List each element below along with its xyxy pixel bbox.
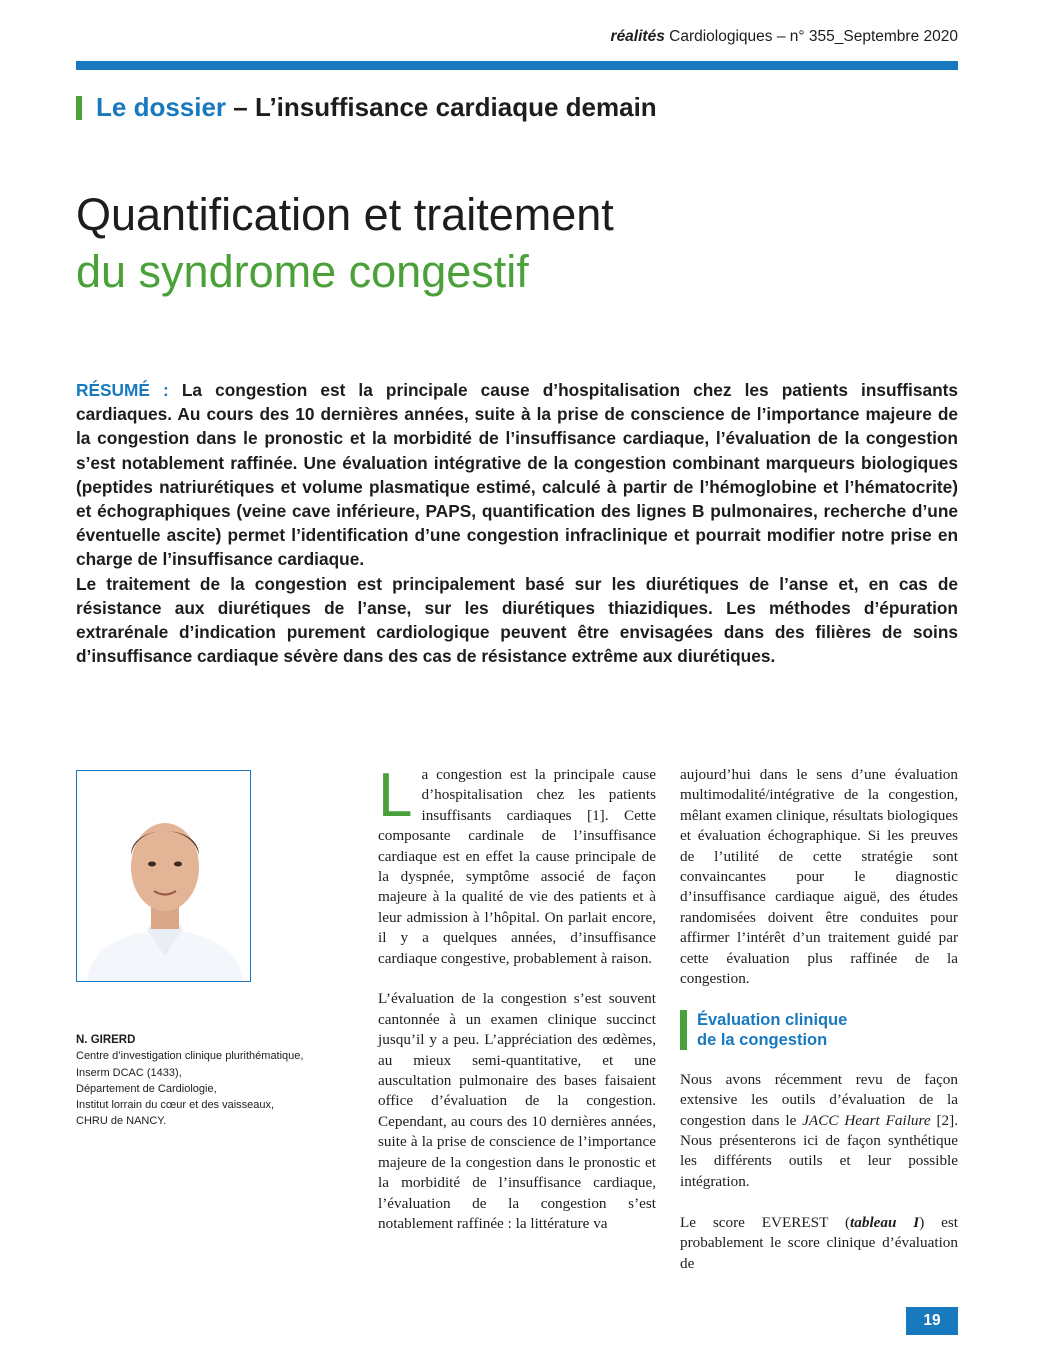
abstract-paragraph-1 (76, 378, 958, 572)
article-title (76, 186, 614, 300)
section-subheading (680, 1010, 958, 1050)
section-separator: – (233, 92, 248, 122)
subheading-line-1: Évaluation clinique (697, 1010, 848, 1029)
section-marker (76, 96, 82, 120)
author-name: N. GIRERD (76, 1034, 136, 1046)
abstract-text-1: La congestion est la principale cause d’hospitalisation chez les patients insuffisants cardiaques. Au cours des 10 dernières années, suite à la prise de conscience de l’importance majeure de la congestion dans le pronostic et la morbidité de l’insuffisance cardiaque, l’évaluation de la congestion s’est notablement raffinée. Une évaluation intégrative de la congestion combinant marqueurs biologiques (peptides natriurétiques et volume plasmatique estimé, calculé à partir de l’hémoglobine et l’hématocrite) et échographiques (veine cave inférieure, PAPS, quantification des lignes B pulmonaires, recherche d’une éventuelle ascite) permet l’identification d’une congestion infraclinique et pourrait modifier notre prise en charge de l’insuffisance cardiaque. (76, 380, 959, 570)
author-affiliation-line: Institut lorrain du cœur et des vaisseaux, (76, 1099, 275, 1112)
body-paragraph (680, 1070, 958, 1192)
body-text: [2]. Nous présenterons ici de façon synthétique les différents outils et leur possible intégration. (680, 1111, 958, 1190)
header-rule (76, 61, 958, 70)
section-banner (76, 92, 657, 123)
body-paragraph: aujourd’hui dans le sens d’une évaluation multimodalité/intégrative de la congestion, mêlant examen clinique, résultats biologiques et évaluation échographique. Si les preuves de l’utilité de cette stratégie sont convaincantes pour le diagnostic d’insuffisance cardiaque aiguë, des études randomisées doivent être conduites pour affirmer l’intérêt d’un traitement guidé par cette évaluation plus raffinée de la congestion. (680, 766, 958, 988)
author-block (76, 1032, 346, 1130)
body-paragraph (680, 1213, 958, 1274)
section-label: Le dossier (96, 92, 227, 122)
body-paragraph: L’évaluation de la congestion s’est souvent cantonnée à un examen clinique succinct jusqu’il y a peu. L’appréciation des œdèmes, au mieux semi-quantitative, et une auscultation pulmonaire des bases faisaient office d’évaluation de la congestion. Cependant, au cours des 10 dernières années, suite à la prise de conscience de l’importance majeure de la congestion dans le pronostic et la morbidité de l’insuffisance cardiaque, l’évaluation de la congestion s’est notablement raffinée : la littérature va (378, 990, 656, 1232)
body-paragraph (378, 761, 656, 969)
body-text: Le score EVEREST ( (680, 1213, 851, 1231)
drop-cap: L (378, 761, 413, 830)
section-topic: L’insuffisance cardiaque demain (255, 92, 657, 122)
journal-brand: réalités (610, 28, 665, 45)
journal-issue: Cardiologiques – n° 355_Septembre 2020 (669, 28, 958, 45)
author-portrait-image (77, 771, 251, 982)
author-photo (76, 770, 251, 982)
abstract (76, 378, 958, 668)
page-number: 19 (906, 1307, 958, 1335)
journal-reference: JACC Heart Failure (802, 1111, 931, 1129)
subheading-marker (680, 1010, 687, 1050)
abstract-keyword: RÉSUMÉ : (76, 380, 169, 400)
abstract-paragraph-2: Le traitement de la congestion est principalement basé sur les diurétiques de l’anse et, en cas de résistance aux diurétiques de l’anse, sur les diurétiques thiazidiques. Les méthodes d’épuration extrarénale d’indication purement cardiologique peuvent être envisagées dans des filières de soins d’insuffisance cardiaque sévère dans des cas de résistance extrême aux diurétiques. (76, 573, 958, 667)
running-header (611, 28, 958, 46)
subheading-text (697, 1010, 847, 1050)
body-column-right (680, 765, 958, 1294)
author-affiliation-line: Centre d’investigation clinique plurithématique, (76, 1050, 304, 1063)
subheading-line-2: de la congestion (697, 1030, 828, 1049)
body-text: ) est probablement le score clinique d’évaluation de (680, 1213, 958, 1272)
table-reference: tableau I (850, 1213, 920, 1231)
author-affiliation-line: Inserm DCAC (1433), (76, 1066, 182, 1079)
body-paragraph-text: a congestion est la principale cause d’hospitalisation chez les patients insuffisants cardiaques [1]. Cette composante cardinale de l’insuffisance cardiaque est en effet la cause principale de la dyspnée, symptôme associé de façon majeure à la qualité de vie des patients et à leur admission à l’hôpital. On parlait encore, il y a quelques années, d’insuffisance cardiaque congestive, probablement à raison. (378, 766, 656, 967)
title-line-2: du syndrome congestif (76, 246, 529, 297)
title-line-1: Quantification et traitement (76, 189, 614, 240)
author-affiliation-line: CHRU de NANCY. (76, 1115, 167, 1128)
body-text: Nous avons récemment revu de façon extensive les outils d’évaluation de la congestion dans le (680, 1070, 958, 1129)
body-column-middle (378, 761, 656, 1255)
author-affiliation-line: Département de Cardiologie, (76, 1082, 217, 1095)
